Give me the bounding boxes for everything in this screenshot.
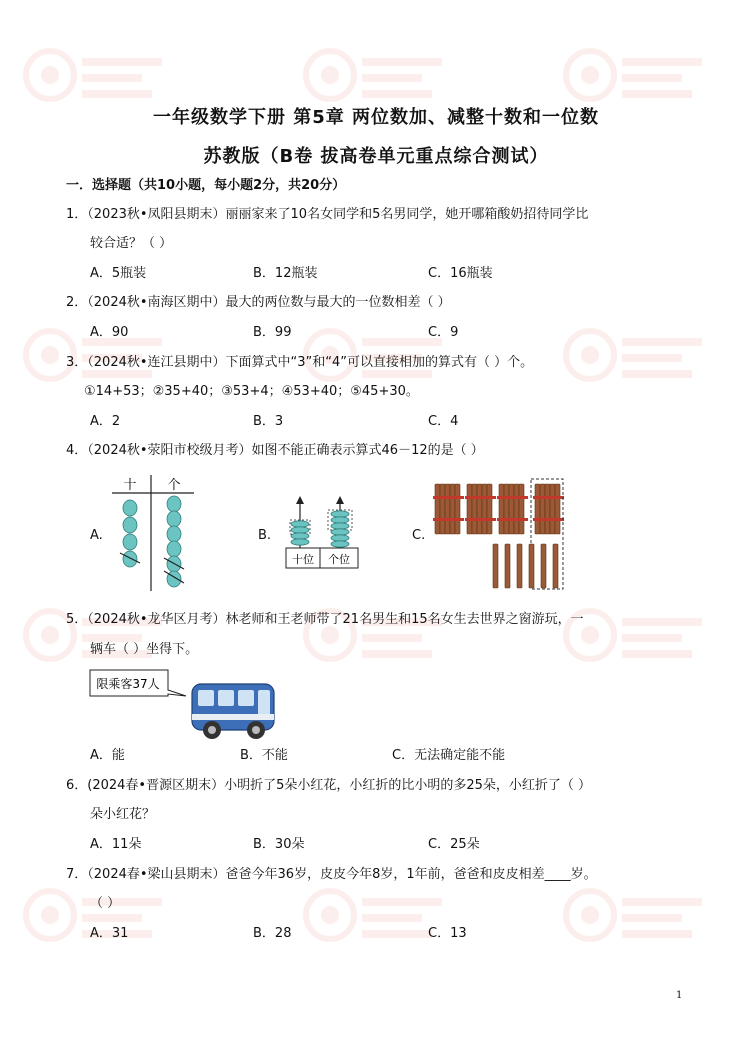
watermark-logo <box>560 880 710 950</box>
question-4-option-c[interactable]: C. <box>412 528 426 543</box>
question-7-line-2: （ ） <box>90 896 121 911</box>
question-1-option-a[interactable]: A．5瓶装 <box>90 266 147 281</box>
question-1-line-1: 1．（2023秋•凤阳县期末）丽丽家来了10名女同学和5名男同学，她开哪箱酸奶招待同学比 <box>66 207 589 222</box>
fig-b-ones-label: 个位 <box>328 553 350 566</box>
figure-c-sticks-bundles <box>433 476 568 594</box>
watermark-logo <box>560 320 710 390</box>
document-title: 一年级数学下册 第5章 两位数加、减整十数和一位数 <box>152 107 600 128</box>
question-1-option-c[interactable]: C．16瓶装 <box>428 266 493 281</box>
fig-a-tens-label: 十 <box>123 478 137 493</box>
figure-a-place-value-chart <box>108 473 198 593</box>
question-3-option-c[interactable]: C．4 <box>428 414 459 429</box>
question-5-option-c[interactable]: C．无法确定能不能 <box>392 748 506 763</box>
question-6-option-b[interactable]: B．30朵 <box>253 837 305 852</box>
question-4-option-b[interactable]: B. <box>258 528 272 543</box>
question-1-option-b[interactable]: B．12瓶装 <box>253 266 318 281</box>
question-2-line-1: 2．（2024秋•南海区期中）最大的两位数与最大的一位数相差（ ） <box>66 295 451 310</box>
figure-b-abacus <box>282 496 362 572</box>
question-6-line-1: 6．(2024春•晋源区期末）小明折了5朵小红花，小红折的比小明的多25朵，小红折了（ ） <box>66 778 592 793</box>
bus-capacity-sign: 限乘客37人 <box>96 677 160 691</box>
watermark-logo <box>560 40 710 110</box>
fig-a-ones-label: 个 <box>167 478 181 493</box>
question-5-option-a[interactable]: A．能 <box>90 748 125 763</box>
question-7-option-a[interactable]: A．31 <box>90 926 129 941</box>
fig-b-tens-label: 十位 <box>292 553 314 566</box>
question-6-line-2: 朵小红花？ <box>90 807 156 822</box>
question-1-line-2: 较合适？（ ） <box>90 236 173 251</box>
question-2-option-a[interactable]: A．90 <box>90 325 129 340</box>
question-3-line-1: 3．（2024秋•连江县期中）下面算式中“3”和“4”可以直接相加的算式有（ ）个。 <box>66 355 534 370</box>
watermark-logo <box>300 40 450 110</box>
question-7-option-b[interactable]: B．28 <box>253 926 292 941</box>
question-3-option-a[interactable]: A．2 <box>90 414 121 429</box>
question-4-option-a[interactable]: A. <box>90 528 103 543</box>
question-5-line-2: 辆车（ ）坐得下。 <box>90 642 199 657</box>
question-7-option-c[interactable]: C．13 <box>428 926 467 941</box>
question-4-line-1: 4．（2024秋•荥阳市校级月考）如图不能正确表示算式46－12的是（ ） <box>66 443 484 458</box>
question-6-option-c[interactable]: C．25朵 <box>428 837 480 852</box>
question-2-option-b[interactable]: B．99 <box>253 325 292 340</box>
page-number: 1 <box>676 990 683 1001</box>
document-subtitle: 苏教版（B卷 拔高卷单元重点综合测试） <box>203 146 549 167</box>
question-7-line-1: 7．（2024春•梁山县期末）爸爸今年36岁，皮皮今年8岁，1年前，爸爸和皮皮相差____岁。 <box>66 867 597 882</box>
bus-illustration <box>88 666 288 742</box>
question-6-option-a[interactable]: A．11朵 <box>90 837 142 852</box>
section-heading: 一．选择题（共10小题，每小题2分，共20分） <box>66 178 346 193</box>
question-3-line-2: ①14+53；②35+40；③53+4；④53+40；⑤45+30。 <box>84 384 419 399</box>
question-2-option-c[interactable]: C．9 <box>428 325 459 340</box>
watermark-logo <box>20 40 170 110</box>
question-5-line-1: 5．（2024秋•龙华区月考）林老师和王老师带了21名男生和15名女生去世界之窗游玩，一 <box>66 612 584 627</box>
question-3-option-b[interactable]: B．3 <box>253 414 284 429</box>
question-5-option-b[interactable]: B．不能 <box>240 748 288 763</box>
